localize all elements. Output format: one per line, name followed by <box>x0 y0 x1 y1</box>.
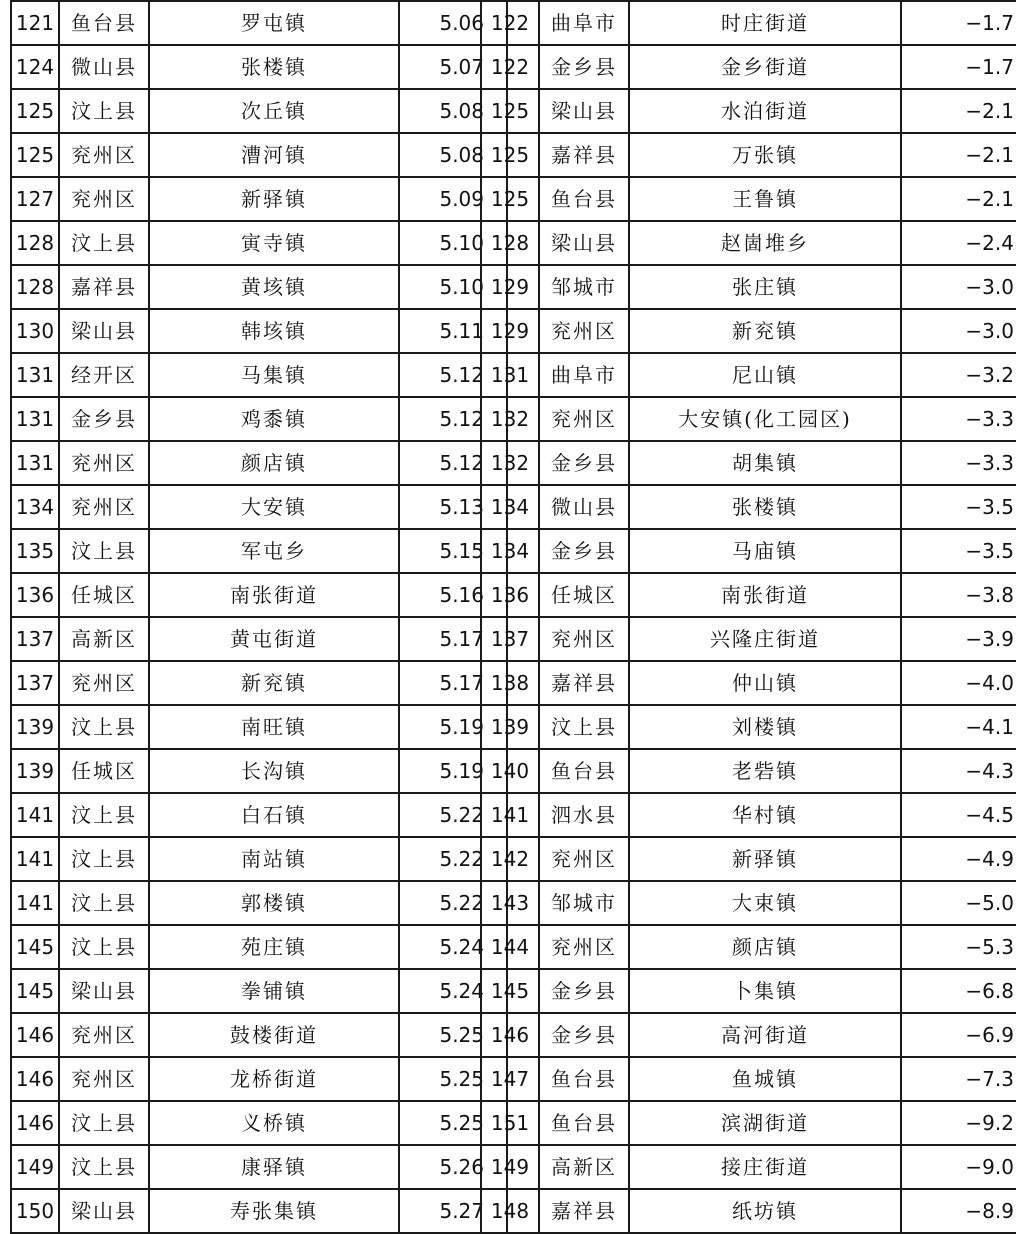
town-cell: 胡集镇 <box>629 441 901 485</box>
county-cell: 嘉祥县 <box>539 661 629 705</box>
table-row <box>481 881 1016 925</box>
county-cell: 梁山县 <box>539 221 629 265</box>
county-cell: 汶上县 <box>539 705 629 749</box>
value-cell: −3.2 <box>901 353 1016 397</box>
rank-cell: 135 <box>11 529 59 573</box>
rank-cell: 131 <box>11 441 59 485</box>
town-cell: 鼓楼街道 <box>149 1013 399 1057</box>
value-cell: 5.19 <box>399 749 507 793</box>
county-cell: 汶上县 <box>59 529 149 573</box>
county-cell: 鱼台县 <box>539 177 629 221</box>
town-cell: 大束镇 <box>629 881 901 925</box>
table-row <box>11 45 507 89</box>
town-cell: 大安镇(化工园区) <box>629 397 901 441</box>
value-cell: 5.25 <box>399 1013 507 1057</box>
value-cell: 5.08 <box>399 133 507 177</box>
table-row <box>481 1 1016 45</box>
table-row <box>11 177 507 221</box>
value-cell: −3.5 <box>901 529 1016 573</box>
rank-cell: 151 <box>481 1101 539 1145</box>
value-cell: −4.0 <box>901 661 1016 705</box>
county-cell: 汶上县 <box>59 1145 149 1189</box>
value-cell: 5.10 <box>399 221 507 265</box>
table-row <box>11 89 507 133</box>
town-cell: 马庙镇 <box>629 529 901 573</box>
table-row <box>11 397 507 441</box>
county-cell: 鱼台县 <box>539 1057 629 1101</box>
rank-cell: 141 <box>11 881 59 925</box>
table-row <box>481 705 1016 749</box>
town-cell: 黄垓镇 <box>149 265 399 309</box>
rank-cell: 121 <box>11 1 59 45</box>
county-cell: 兖州区 <box>539 837 629 881</box>
town-cell: 马集镇 <box>149 353 399 397</box>
county-cell: 汶上县 <box>59 89 149 133</box>
town-cell: 金乡街道 <box>629 45 901 89</box>
county-cell: 汶上县 <box>59 1101 149 1145</box>
table-row <box>11 881 507 925</box>
table-row <box>481 1101 1016 1145</box>
right-ranking-table <box>480 0 1016 1234</box>
value-cell: 5.19 <box>399 705 507 749</box>
town-cell: 大安镇 <box>149 485 399 529</box>
county-cell: 汶上县 <box>59 793 149 837</box>
value-cell: 5.12 <box>399 441 507 485</box>
value-cell: 5.17 <box>399 617 507 661</box>
rank-cell: 127 <box>11 177 59 221</box>
town-cell: 郭楼镇 <box>149 881 399 925</box>
rank-cell: 148 <box>481 1189 539 1233</box>
county-cell: 梁山县 <box>59 969 149 1013</box>
county-cell: 曲阜市 <box>539 1 629 45</box>
table-row <box>11 837 507 881</box>
table-row <box>11 617 507 661</box>
table-row <box>481 1013 1016 1057</box>
rank-cell: 129 <box>481 309 539 353</box>
town-cell: 黄屯街道 <box>149 617 399 661</box>
table-row <box>11 529 507 573</box>
value-cell: 5.22 <box>399 881 507 925</box>
value-cell: −5.3 <box>901 925 1016 969</box>
county-cell: 汶上县 <box>59 221 149 265</box>
rank-cell: 140 <box>481 749 539 793</box>
county-cell: 兖州区 <box>59 485 149 529</box>
left-table-body <box>11 1 507 1233</box>
rank-cell: 125 <box>11 133 59 177</box>
table-row <box>11 1189 507 1233</box>
value-cell: −2.4 <box>901 221 1016 265</box>
rank-cell: 125 <box>481 133 539 177</box>
value-cell: −4.9 <box>901 837 1016 881</box>
table-row <box>11 705 507 749</box>
town-cell: 寅寺镇 <box>149 221 399 265</box>
rank-cell: 137 <box>11 661 59 705</box>
county-cell: 邹城市 <box>539 881 629 925</box>
rank-cell: 146 <box>11 1057 59 1101</box>
value-cell: 5.24 <box>399 925 507 969</box>
rank-cell: 134 <box>481 529 539 573</box>
rank-cell: 134 <box>481 485 539 529</box>
rank-cell: 143 <box>481 881 539 925</box>
rank-cell: 145 <box>481 969 539 1013</box>
county-cell: 汶上县 <box>59 925 149 969</box>
county-cell: 兖州区 <box>539 925 629 969</box>
rank-cell: 137 <box>11 617 59 661</box>
county-cell: 嘉祥县 <box>59 265 149 309</box>
value-cell: 5.25 <box>399 1057 507 1101</box>
rank-cell: 125 <box>481 89 539 133</box>
table-row <box>11 1057 507 1101</box>
county-cell: 梁山县 <box>59 1189 149 1233</box>
rank-cell: 150 <box>11 1189 59 1233</box>
value-cell: 5.15 <box>399 529 507 573</box>
table-row <box>481 837 1016 881</box>
rank-cell: 146 <box>11 1101 59 1145</box>
rank-cell: 132 <box>481 397 539 441</box>
table-row <box>481 661 1016 705</box>
table-row <box>11 573 507 617</box>
value-cell: −9.0 <box>901 1145 1016 1189</box>
town-cell: 拳铺镇 <box>149 969 399 1013</box>
rank-cell: 146 <box>481 1013 539 1057</box>
town-cell: 军屯乡 <box>149 529 399 573</box>
county-cell: 任城区 <box>59 573 149 617</box>
county-cell: 邹城市 <box>539 265 629 309</box>
value-cell: −3.0 <box>901 265 1016 309</box>
rank-cell: 149 <box>481 1145 539 1189</box>
county-cell: 微山县 <box>539 485 629 529</box>
county-cell: 鱼台县 <box>59 1 149 45</box>
rank-cell: 146 <box>11 1013 59 1057</box>
table-row <box>11 133 507 177</box>
value-cell: −1.7 <box>901 1 1016 45</box>
rank-cell: 134 <box>11 485 59 529</box>
table-row <box>481 265 1016 309</box>
town-cell: 韩垓镇 <box>149 309 399 353</box>
town-cell: 万张镇 <box>629 133 901 177</box>
value-cell: −4.3 <box>901 749 1016 793</box>
table-row <box>481 969 1016 1013</box>
value-cell: −9.2 <box>901 1101 1016 1145</box>
town-cell: 南张街道 <box>629 573 901 617</box>
value-cell: −6.8 <box>901 969 1016 1013</box>
table-row <box>481 397 1016 441</box>
rank-cell: 144 <box>481 925 539 969</box>
value-cell: −3.0 <box>901 309 1016 353</box>
table-row <box>481 221 1016 265</box>
rank-cell: 129 <box>481 265 539 309</box>
county-cell: 梁山县 <box>59 309 149 353</box>
table-row <box>481 309 1016 353</box>
rank-cell: 136 <box>11 573 59 617</box>
table-row <box>481 1189 1016 1233</box>
town-cell: 新兖镇 <box>629 309 901 353</box>
value-cell: −1.7 <box>901 45 1016 89</box>
county-cell: 微山县 <box>59 45 149 89</box>
town-cell: 仲山镇 <box>629 661 901 705</box>
value-cell: −4.5 <box>901 793 1016 837</box>
value-cell: 5.16 <box>399 573 507 617</box>
value-cell: 5.11 <box>399 309 507 353</box>
table-row <box>481 1145 1016 1189</box>
rank-cell: 128 <box>11 265 59 309</box>
county-cell: 嘉祥县 <box>539 1189 629 1233</box>
table-row <box>481 89 1016 133</box>
table-row <box>481 45 1016 89</box>
county-cell: 金乡县 <box>539 441 629 485</box>
rank-cell: 142 <box>481 837 539 881</box>
town-cell: 白石镇 <box>149 793 399 837</box>
town-cell: 颜店镇 <box>629 925 901 969</box>
table-row <box>11 925 507 969</box>
town-cell: 鸡黍镇 <box>149 397 399 441</box>
town-cell: 刘楼镇 <box>629 705 901 749</box>
county-cell: 兖州区 <box>59 177 149 221</box>
town-cell: 罗屯镇 <box>149 1 399 45</box>
value-cell: 5.13 <box>399 485 507 529</box>
table-row <box>481 133 1016 177</box>
county-cell: 兖州区 <box>539 617 629 661</box>
town-cell: 高河街道 <box>629 1013 901 1057</box>
county-cell: 任城区 <box>539 573 629 617</box>
county-cell: 高新区 <box>539 1145 629 1189</box>
rank-cell: 149 <box>11 1145 59 1189</box>
county-cell: 曲阜市 <box>539 353 629 397</box>
town-cell: 张楼镇 <box>629 485 901 529</box>
town-cell: 王鲁镇 <box>629 177 901 221</box>
county-cell: 鱼台县 <box>539 1101 629 1145</box>
town-cell: 南站镇 <box>149 837 399 881</box>
rank-cell: 131 <box>11 353 59 397</box>
value-cell: 5.08 <box>399 89 507 133</box>
county-cell: 汶上县 <box>59 705 149 749</box>
table-row <box>481 529 1016 573</box>
rank-cell: 136 <box>481 573 539 617</box>
town-cell: 长沟镇 <box>149 749 399 793</box>
county-cell: 兖州区 <box>59 661 149 705</box>
value-cell: 5.22 <box>399 793 507 837</box>
rank-cell: 130 <box>11 309 59 353</box>
town-cell: 华村镇 <box>629 793 901 837</box>
table-row <box>481 925 1016 969</box>
rank-cell: 139 <box>481 705 539 749</box>
town-cell: 老砦镇 <box>629 749 901 793</box>
value-cell: 5.26 <box>399 1145 507 1189</box>
rank-cell: 145 <box>11 925 59 969</box>
rank-cell: 137 <box>481 617 539 661</box>
town-cell: 时庄街道 <box>629 1 901 45</box>
table-row <box>11 221 507 265</box>
value-cell: −2.1 <box>901 89 1016 133</box>
county-cell: 兖州区 <box>59 133 149 177</box>
county-cell: 兖州区 <box>59 1057 149 1101</box>
town-cell: 卜集镇 <box>629 969 901 1013</box>
value-cell: 5.12 <box>399 353 507 397</box>
town-cell: 新兖镇 <box>149 661 399 705</box>
rank-cell: 128 <box>481 221 539 265</box>
rank-cell: 141 <box>481 793 539 837</box>
value-cell: −2.1 <box>901 177 1016 221</box>
rank-cell: 131 <box>481 353 539 397</box>
table-row <box>481 485 1016 529</box>
county-cell: 金乡县 <box>539 45 629 89</box>
rank-cell: 139 <box>11 705 59 749</box>
table-row <box>481 617 1016 661</box>
county-cell: 泗水县 <box>539 793 629 837</box>
table-row <box>481 353 1016 397</box>
value-cell: 5.27 <box>399 1189 507 1233</box>
value-cell: 5.09 <box>399 177 507 221</box>
town-cell: 滨湖街道 <box>629 1101 901 1145</box>
table-row <box>481 573 1016 617</box>
rank-cell: 128 <box>11 221 59 265</box>
value-cell: −6.9 <box>901 1013 1016 1057</box>
table-row <box>11 265 507 309</box>
value-cell: 5.10 <box>399 265 507 309</box>
rank-cell: 147 <box>481 1057 539 1101</box>
town-cell: 寿张集镇 <box>149 1189 399 1233</box>
table-row <box>11 749 507 793</box>
town-cell: 龙桥街道 <box>149 1057 399 1101</box>
table-row <box>481 1057 1016 1101</box>
value-cell: −5.0 <box>901 881 1016 925</box>
value-cell: −8.9 <box>901 1189 1016 1233</box>
county-cell: 兖州区 <box>59 441 149 485</box>
table-row <box>481 177 1016 221</box>
table-row <box>481 749 1016 793</box>
town-cell: 新驿镇 <box>629 837 901 881</box>
value-cell: 5.22 <box>399 837 507 881</box>
value-cell: 5.12 <box>399 397 507 441</box>
town-cell: 南张街道 <box>149 573 399 617</box>
rank-cell: 141 <box>11 837 59 881</box>
left-ranking-table <box>10 0 508 1234</box>
town-cell: 水泊街道 <box>629 89 901 133</box>
right-table-body <box>481 1 1016 1233</box>
town-cell: 苑庄镇 <box>149 925 399 969</box>
town-cell: 漕河镇 <box>149 133 399 177</box>
rank-cell: 125 <box>481 177 539 221</box>
county-cell: 汶上县 <box>59 837 149 881</box>
table-row <box>11 1013 507 1057</box>
county-cell: 鱼台县 <box>539 749 629 793</box>
town-cell: 义桥镇 <box>149 1101 399 1145</box>
county-cell: 梁山县 <box>539 89 629 133</box>
town-cell: 尼山镇 <box>629 353 901 397</box>
value-cell: −4.1 <box>901 705 1016 749</box>
town-cell: 纸坊镇 <box>629 1189 901 1233</box>
town-cell: 鱼城镇 <box>629 1057 901 1101</box>
county-cell: 金乡县 <box>539 1013 629 1057</box>
table-row <box>11 969 507 1013</box>
value-cell: −3.3 <box>901 397 1016 441</box>
county-cell: 金乡县 <box>539 969 629 1013</box>
county-cell: 高新区 <box>59 617 149 661</box>
rank-cell: 131 <box>11 397 59 441</box>
town-cell: 兴隆庄街道 <box>629 617 901 661</box>
table-row <box>11 353 507 397</box>
county-cell: 任城区 <box>59 749 149 793</box>
table-row <box>11 1145 507 1189</box>
value-cell: 5.24 <box>399 969 507 1013</box>
value-cell: 5.17 <box>399 661 507 705</box>
rank-cell: 132 <box>481 441 539 485</box>
rank-cell: 125 <box>11 89 59 133</box>
table-row <box>11 661 507 705</box>
table-row <box>11 441 507 485</box>
county-cell: 经开区 <box>59 353 149 397</box>
town-cell: 新驿镇 <box>149 177 399 221</box>
value-cell: −3.3 <box>901 441 1016 485</box>
rank-cell: 122 <box>481 1 539 45</box>
rank-cell: 139 <box>11 749 59 793</box>
table-row <box>481 793 1016 837</box>
county-cell: 金乡县 <box>539 529 629 573</box>
table-row <box>481 441 1016 485</box>
rank-cell: 145 <box>11 969 59 1013</box>
value-cell: 5.25 <box>399 1101 507 1145</box>
value-cell: −3.8 <box>901 573 1016 617</box>
table-row <box>11 1 507 45</box>
table-row <box>11 1101 507 1145</box>
county-cell: 兖州区 <box>539 309 629 353</box>
town-cell: 接庄街道 <box>629 1145 901 1189</box>
value-cell: 5.06 <box>399 1 507 45</box>
rank-cell: 124 <box>11 45 59 89</box>
county-cell: 兖州区 <box>59 1013 149 1057</box>
county-cell: 汶上县 <box>59 881 149 925</box>
town-cell: 颜店镇 <box>149 441 399 485</box>
table-row <box>11 485 507 529</box>
value-cell: −3.5 <box>901 485 1016 529</box>
town-cell: 南旺镇 <box>149 705 399 749</box>
rank-cell: 141 <box>11 793 59 837</box>
town-cell: 赵崮堆乡 <box>629 221 901 265</box>
town-cell: 康驿镇 <box>149 1145 399 1189</box>
town-cell: 张庄镇 <box>629 265 901 309</box>
value-cell: −2.1 <box>901 133 1016 177</box>
value-cell: −3.9 <box>901 617 1016 661</box>
county-cell: 金乡县 <box>59 397 149 441</box>
county-cell: 兖州区 <box>539 397 629 441</box>
value-cell: −7.3 <box>901 1057 1016 1101</box>
value-cell: 5.07 <box>399 45 507 89</box>
rank-cell: 138 <box>481 661 539 705</box>
town-cell: 张楼镇 <box>149 45 399 89</box>
table-row <box>11 793 507 837</box>
table-row <box>11 309 507 353</box>
town-cell: 次丘镇 <box>149 89 399 133</box>
county-cell: 嘉祥县 <box>539 133 629 177</box>
rank-cell: 122 <box>481 45 539 89</box>
